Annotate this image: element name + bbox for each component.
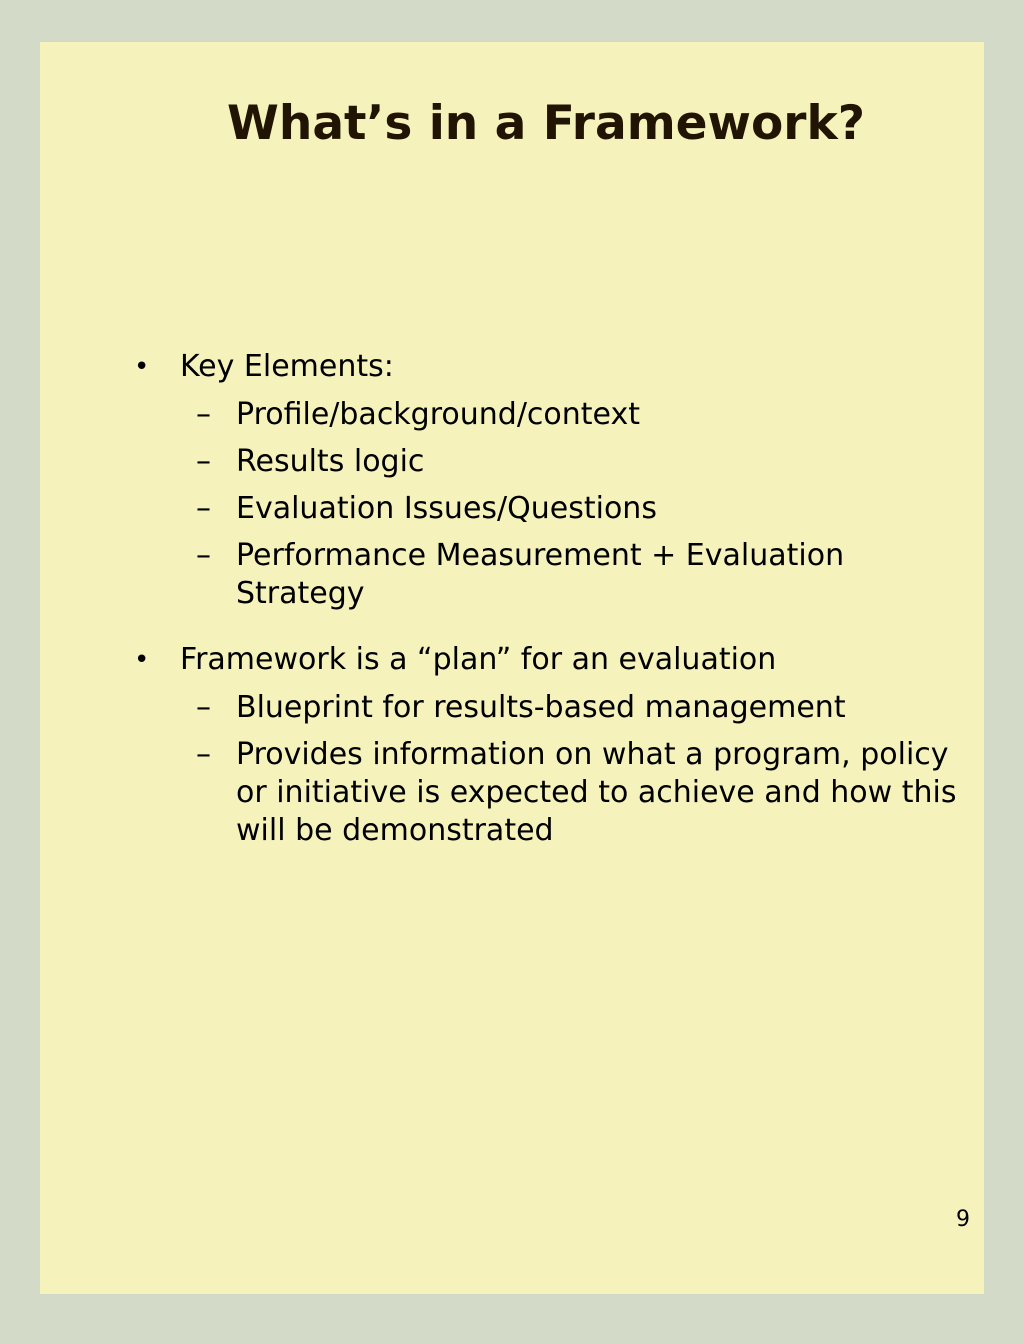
- bullet-item: [126, 641, 966, 679]
- sub-bullet-text: Provides information on what a program, policy or initiative is expected to achieve and how this will be demonstrated: [236, 737, 957, 848]
- dash-icon: –: [196, 538, 211, 573]
- slide-title: What’s in a Framework?: [227, 96, 865, 151]
- sub-bullet-item: [126, 537, 966, 613]
- bullet-text: Framework is a “plan” for an evaluation: [180, 642, 777, 677]
- dash-icon: –: [196, 491, 211, 526]
- page-number: 9: [956, 1207, 970, 1232]
- dash-icon: –: [196, 397, 211, 432]
- bullet-dot-icon: •: [134, 645, 150, 675]
- bullet-text: Key Elements:: [180, 349, 394, 384]
- dash-icon: –: [196, 737, 211, 772]
- sub-bullet-item: [126, 396, 966, 434]
- sub-bullet-text: Blueprint for results-based management: [236, 690, 846, 725]
- sub-bullet-item: [126, 490, 966, 528]
- dash-icon: –: [196, 690, 211, 725]
- sub-bullet-text: Results logic: [236, 444, 425, 479]
- sub-bullet-item: [126, 689, 966, 727]
- slide-content: [126, 348, 966, 859]
- bullet-group-framework-plan: [126, 641, 966, 850]
- dash-icon: –: [196, 444, 211, 479]
- sub-bullet-item: [126, 736, 966, 850]
- slide: [40, 42, 984, 1294]
- bullet-item: [126, 348, 966, 386]
- sub-bullet-item: [126, 443, 966, 481]
- bullet-group-key-elements: [126, 348, 966, 613]
- sub-bullet-text: Profile/background/context: [236, 397, 641, 432]
- bullet-dot-icon: •: [134, 352, 150, 382]
- sub-bullet-text: Performance Measurement + Evaluation Strategy: [236, 538, 845, 611]
- sub-bullet-text: Evaluation Issues/Questions: [236, 491, 657, 526]
